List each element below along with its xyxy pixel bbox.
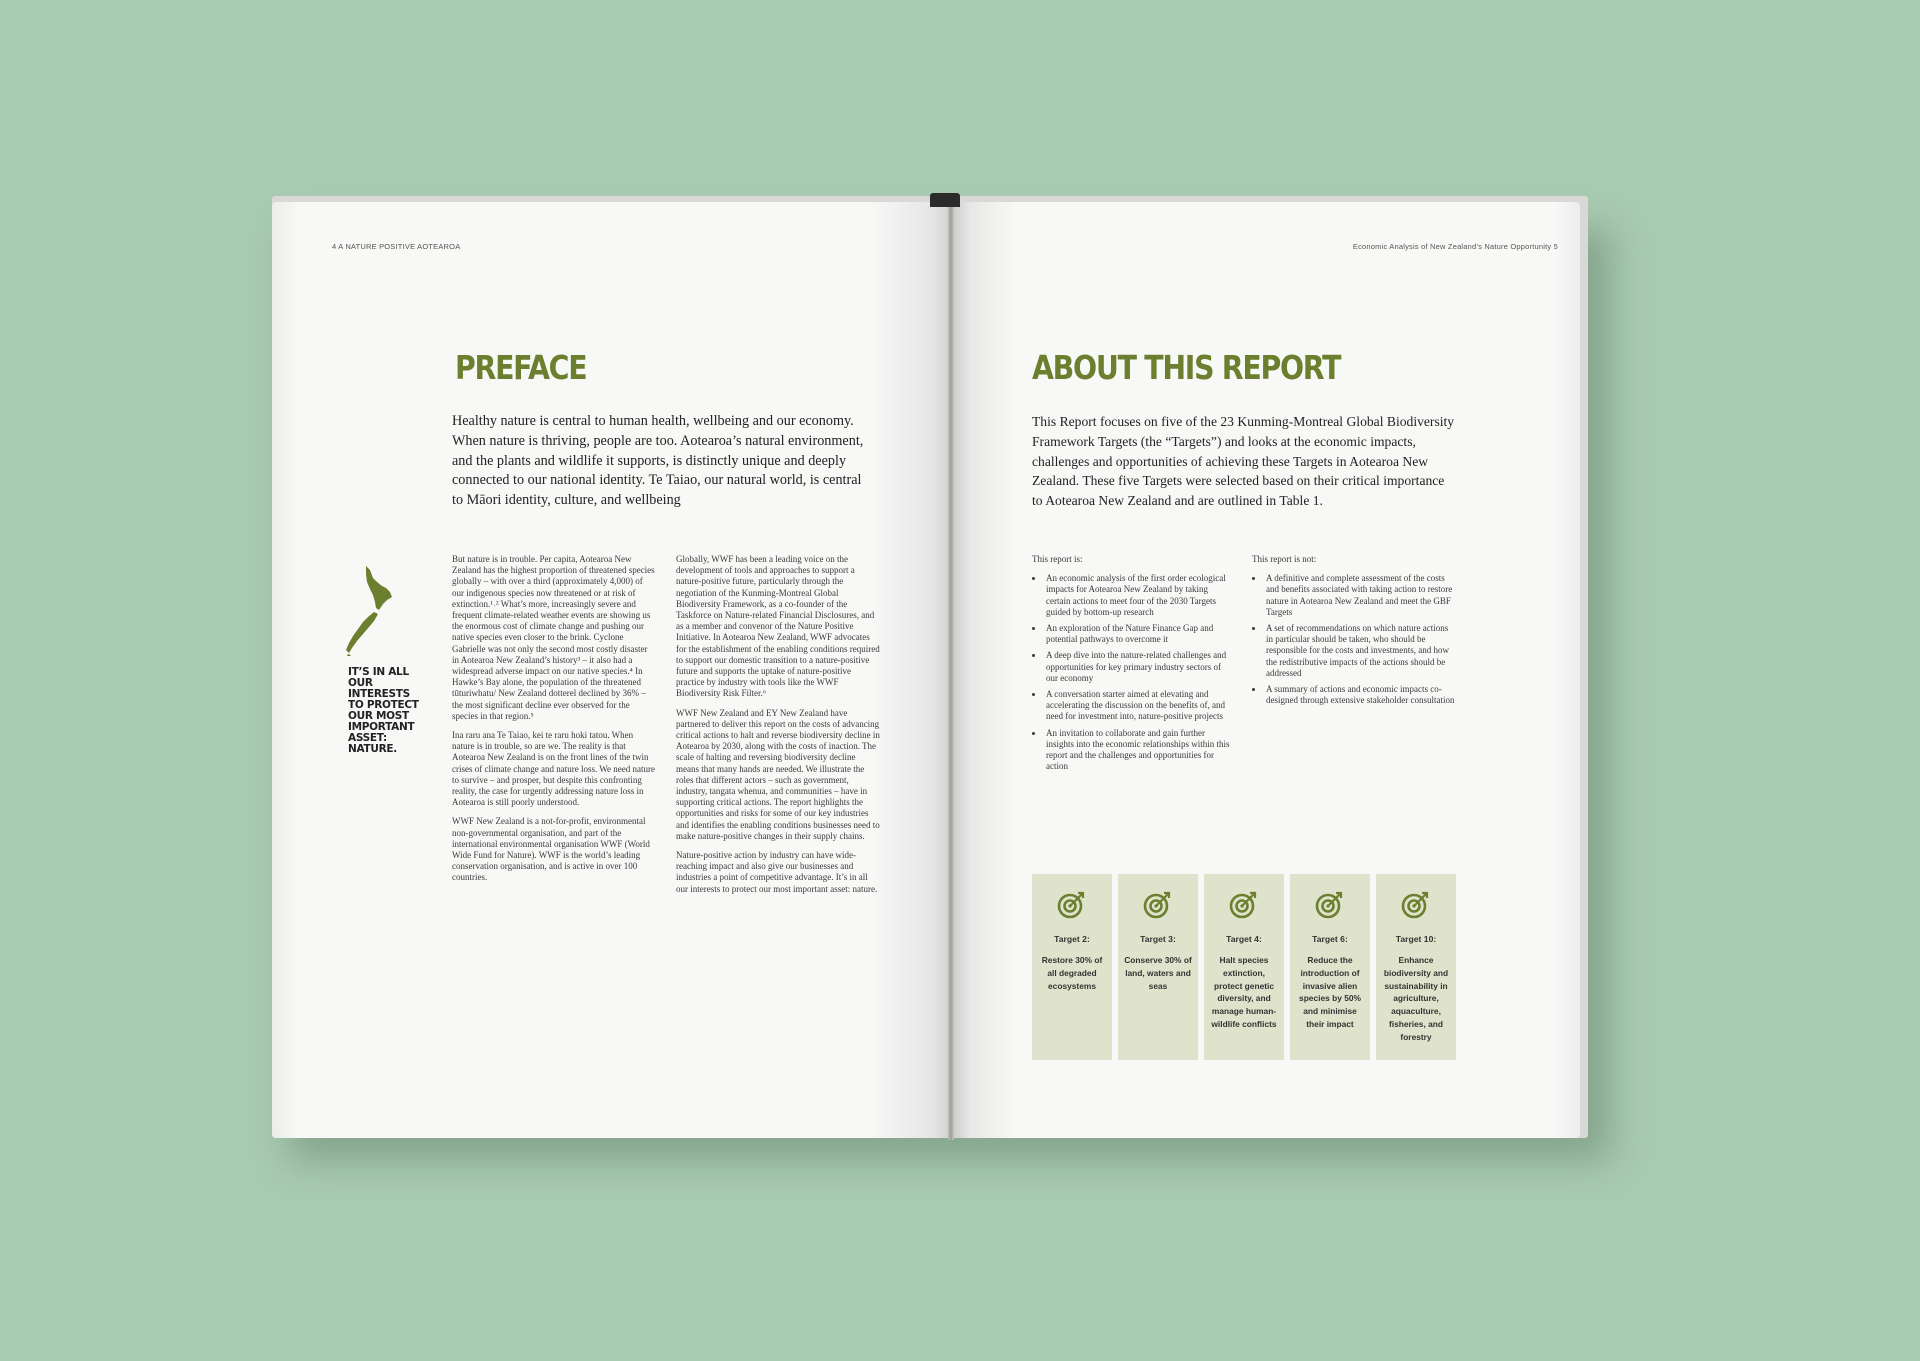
preface-column-2 (676, 554, 880, 903)
book-spine-top (930, 193, 960, 207)
target-name: Target 4: (1226, 934, 1262, 944)
target-icon (1400, 890, 1430, 920)
target-description: Conserve 30% of land, waters and seas (1124, 955, 1192, 991)
target-card (1290, 874, 1370, 1060)
target-name: Target 6: (1312, 934, 1348, 944)
list-item: • A conversation starter aimed at elevating and accelerating the discussion on the benefits of, and need for investment into, nature-positive projects (1044, 689, 1230, 723)
target-name: Target 3: (1140, 934, 1176, 944)
left-running-header: 4 A NATURE POSITIVE AOTEAROA (332, 242, 461, 251)
list-item: • A summary of actions and economic impacts co-designed through extensive stakeholder consultation (1264, 684, 1456, 706)
list-item: • A set of recommendations on which nature actions in particular should be taken, who should be responsible for the costs and investments, and how the redistributive impacts of the actions should be addressed (1264, 623, 1456, 679)
preface-heading: PREFACE (455, 348, 587, 387)
report-is-list (1032, 554, 1230, 777)
left-page (272, 202, 952, 1138)
target-icon (1314, 890, 1344, 920)
about-heading: ABOUT THIS REPORT (1032, 348, 1341, 387)
preface-lede: Healthy nature is central to human health, wellbeing and our economy. When nature is thriving, people are too. Aotearoa’s natural environment, and the plants and wildlife it supports, is distinctly unique and deeply connected to our national identity. Te Taiao, our natural world, is central to Māori identity, culture, and wellbeing (452, 413, 864, 509)
paragraph: Globally, WWF has been a leading voice on the development of tools and approaches to support a nature-positive future, particularly through the negotiation of the Kunming-Montreal Global Biodiversity Framework, as a co-founder of the Taskforce on Nature-related Financial Disclosures, and as a member and convenor of the Nature Positive Initiative. In Aotearoa New Zealand, WWF advocates for the establishment of the enabling conditions required to support our domestic transition to a nature-positive future and supports the uptake of nature-positive practice by industry with tools like the WWF Biodiversity Risk Filter.⁶ (676, 554, 880, 699)
target-description: Reduce the introduction of invasive alien species by 50% and minimise their impact (1299, 955, 1361, 1029)
right-running-header: Economic Analysis of New Zealand’s Nature Opportunity 5 (1352, 242, 1558, 251)
target-card (1376, 874, 1456, 1060)
target-name: Target 2: (1054, 934, 1090, 944)
paragraph: But nature is in trouble. Per capita, Aotearoa New Zealand has the highest proportion of threatened species globally – with over a third (approximately 4,000) of our indigenous species now threatened or at risk of extinction.¹˒² What’s more, increasingly severe and frequent climate-related weather events are showing us the enormous cost of climate change and pushing our native species even closer to the brink. Cyclone Gabrielle was not only the second most costly disaster in Aotearoa New Zealand’s history³ – it also had a widespread adverse impact on our native species.⁴ In Hawke’s Bay alone, the population of the threatened tūturiwhatu/ New Zealand dotterel declined by 36% – the most significant decline ever observed for the species in that region.⁵ (452, 554, 655, 721)
list-title: This report is not: (1252, 554, 1317, 564)
paragraph: WWF New Zealand and EY New Zealand have partnered to deliver this report on the costs of advancing critical actions to halt and reverse biodiversity decline in Aotearoa by 2030, along with the costs of inaction. The scale of halting and reversing biodiversity decline means that many hands are needed. We illustrate the roles that different actors – such as government, industry, tangata whenua, and communities – have in supporting critical actions. The report highlights the opportunities and risks for some of our key industries and identifies the enabling conditions businesses need to make nature-positive changes in their supply chains. (676, 707, 880, 841)
paragraph: Nature-positive action by industry can have wide-reaching impact and also give our businesses and industries a point of competitive advantage. It’s in all our interests to protect our most important asset: nature. (676, 850, 878, 894)
target-icon (1228, 890, 1258, 920)
list-item: • An invitation to collaborate and gain further insights into the economic relationships within this report and the challenges and opportunities for action (1044, 728, 1230, 773)
target-card (1118, 874, 1198, 1060)
list-item: • A definitive and complete assessment of the costs and benefits associated with taking action to restore nature in Aotearoa New Zealand and meet the GBF Targets (1264, 573, 1456, 618)
target-card (1204, 874, 1284, 1060)
about-lede: This Report focuses on five of the 23 Kunming-Montreal Global Biodiversity Framework Targets (the “Targets”) and looks at the economic impacts, challenges and opportunities of achieving these Targets in Aotearoa New Zealand. These five Targets were selected based on their critical importance to Aotearoa New Zealand and are outlined in Table 1. (1032, 414, 1455, 509)
target-description: Enhance biodiversity and sustainability in agriculture, aquaculture, fisheries, and forestry (1383, 955, 1449, 1042)
target-description: Restore 30% of all degraded ecosystems (1041, 955, 1103, 991)
target-icon (1056, 890, 1086, 920)
paragraph: Ina raru ana Te Taiao, kei te raru hoki tatou. When nature is in trouble, so are we. The reality is that Aotearoa New Zealand is on the front lines of the twin crises of climate change and nature loss. We need nature to survive – and prosper, but despite this confronting reality, the case for urgently addressing nature loss in Aotearoa is still poorly understood. (452, 730, 656, 808)
list-title: This report is: (1032, 554, 1083, 564)
right-page (952, 202, 1580, 1138)
target-description: Halt species extinction, protect genetic diversity, and manage human-wildlife conflicts (1211, 955, 1277, 1029)
paragraph: WWF New Zealand is a not-for-profit, environmental non-governmental organisation, and part of the international environmental organisation WWF (World Wide Fund for Nature). WWF is the world’s leading conservation organisation, and is active in over 100 countries. (452, 816, 650, 883)
report-is-not-list (1252, 554, 1456, 711)
pull-quote: IT’S IN ALL OUR INTERESTS TO PROTECT OUR MOST IMPORTANT ASSET: NATURE. (348, 666, 419, 755)
targets-table (1032, 874, 1456, 1060)
preface-column-1 (452, 554, 656, 892)
book-spine-gutter (948, 205, 954, 1140)
list-item: • An exploration of the Nature Finance Gap and potential pathways to overcome it (1044, 623, 1230, 645)
target-name: Target 10: (1395, 934, 1437, 944)
target-card (1032, 874, 1112, 1060)
target-icon (1142, 890, 1172, 920)
new-zealand-map-icon (346, 564, 404, 656)
list-item: • A deep dive into the nature-related challenges and opportunities for key primary industry sectors of our economy (1044, 650, 1230, 684)
list-item: • An economic analysis of the first order ecological impacts for Aotearoa New Zealand by taking certain actions to meet four of the 2030 Targets guided by bottom-up research (1044, 573, 1230, 618)
